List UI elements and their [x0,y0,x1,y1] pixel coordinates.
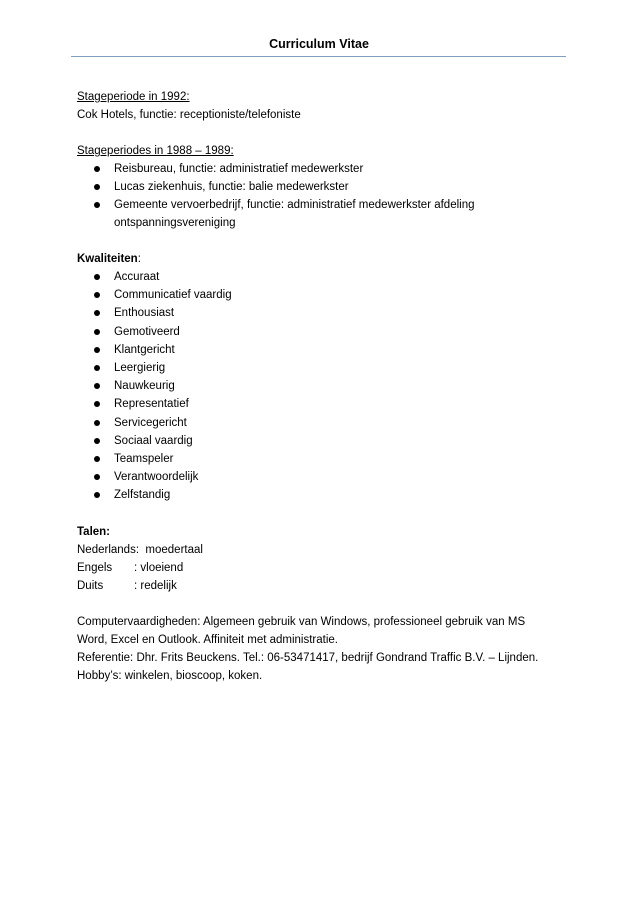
computer-skills-line-1: Computervaardigheden: Algemeen gebruik van Windows, professioneel gebruik van MS [77,615,526,628]
list-item: Leergierig [77,359,577,377]
kwaliteiten-list [77,268,577,505]
computer-skills-line-2: Word, Excel en Outlook. Affiniteit met administratie. [77,633,338,646]
bullet-icon [94,420,100,426]
list-item: Sociaal vaardig [77,432,577,450]
talen-heading: Talen: [77,525,111,538]
bullet-icon [94,456,100,462]
bullet-icon [94,383,100,389]
stage-1992-text: Cok Hotels, functie: receptioniste/telefoniste [77,109,301,121]
list-item: Klantgericht [77,341,577,359]
bullet-icon [94,438,100,444]
page-header-title: Curriculum Vitae [269,37,369,51]
list-item: Gemeente vervoerbedrijf, functie: administratief medewerkster afdeling ontspanningsvereniging [77,196,577,232]
list-item: Representatief [77,395,577,413]
list-item: Enthousiast [77,304,577,322]
language-row: Nederlands: moedertaal [77,543,203,556]
reference-line: Referentie: Dhr. Frits Beuckens. Tel.: 06-53471417, bedrijf Gondrand Traffic B.V. – Lijnden. [77,651,539,664]
bullet-icon [94,202,100,208]
kwaliteiten-heading: Kwaliteiten: [77,253,141,265]
list-item: Accuraat [77,268,577,286]
list-item: Zelfstandig [77,486,577,504]
stage-1988-heading: Stageperiodes in 1988 – 1989: [77,145,234,157]
bullet-icon [94,365,100,371]
bullet-icon [94,274,100,280]
list-item: Communicatief vaardig [77,286,577,304]
bullet-icon [94,329,100,335]
bullet-icon [94,492,100,498]
list-item: Reisbureau, functie: administratief medewerkster [77,160,577,178]
stage-1988-list [77,160,577,232]
language-row: Duits : redelijk [77,579,177,592]
bullet-icon [94,166,100,172]
list-item: Gemotiveerd [77,323,577,341]
bullet-icon [94,184,100,190]
header-divider [71,56,566,57]
list-item: Servicegericht [77,414,577,432]
list-item: Nauwkeurig [77,377,577,395]
list-item: Lucas ziekenhuis, functie: balie medewerkster [77,178,577,196]
list-item: Verantwoordelijk [77,468,577,486]
bullet-icon [94,347,100,353]
bullet-icon [94,310,100,316]
hobbies-line: Hobby’s: winkelen, bioscoop, koken. [77,669,263,682]
language-row: Engels : vloeiend [77,561,184,574]
cv-body [77,88,577,685]
bullet-icon [94,292,100,298]
stage-1992-heading: Stageperiode in 1992: [77,91,190,103]
list-item: Teamspeler [77,450,577,468]
bullet-icon [94,401,100,407]
bullet-icon [94,474,100,480]
